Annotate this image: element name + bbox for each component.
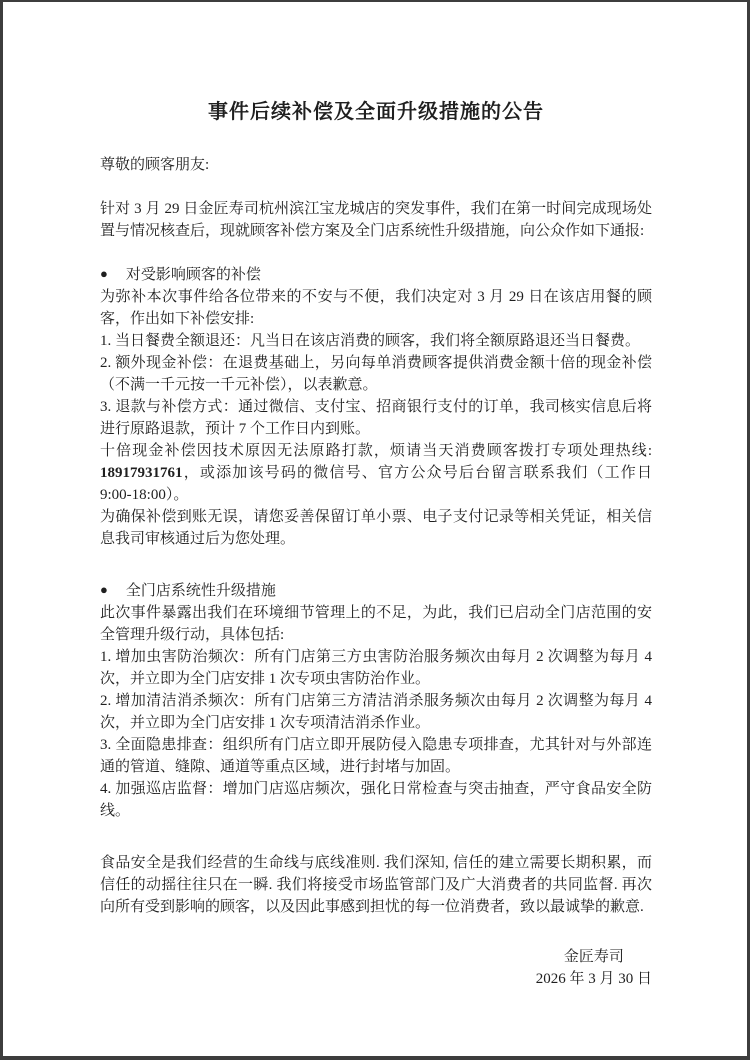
signature-date: 2026 年 3 月 30 日 — [535, 971, 652, 987]
text-run: 2. 额外现金补偿：在退费基础上，另向每单消费顾客提供消费金额十倍的现金补偿（不满一千元按一千元补偿），以表歉意。 — [100, 355, 652, 393]
signature-company-name: 金匠寿司 — [563, 949, 624, 965]
signature-inner — [536, 946, 652, 990]
text-block — [100, 198, 652, 242]
document-title: 事件后续补偿及全面升级措施的公告 — [208, 101, 544, 123]
text-run: 针对 3 月 29 日金匠寿司杭州滨江宝龙城店的突发事件，我们在第一时间完成现场处置与情况核查后，现就顾客补偿方案及全门店系统性升级措施，向公众作如下通报: — [100, 201, 652, 239]
text-block — [100, 330, 652, 352]
document-blocks — [100, 198, 652, 918]
greeting-line: 尊敬的顾客朋友: — [100, 157, 210, 173]
text-block — [100, 734, 652, 778]
page-content — [3, 2, 747, 990]
text-run: 食品安全是我们经营的生命线与底线准则. 我们深知, 信任的建立需要长期积累，而信任的动摇往往只在一瞬. 我们将接受市场监管部门及广大消费者的共同监督. 再次向所有受到影响的顾客，以及因此事感到担忧的每一位消费者，致以最诚挚的歉意. — [100, 855, 652, 915]
text-run: 1. 当日餐费全额退还：凡当日在该店消费的顾客，我们将全额原路退还当日餐费。 — [100, 333, 641, 349]
text-block — [100, 778, 652, 822]
text-block — [100, 440, 652, 506]
bullet-icon: ● — [100, 266, 108, 281]
text-block — [100, 506, 652, 550]
hotline-phone-number: 18917931761 — [100, 465, 183, 481]
text-block — [100, 690, 652, 734]
text-run: ，或添加该号码的微信号、官方公众号后台留言联系我们（工作日 9:00-18:00）。 — [100, 465, 652, 503]
text-run: 为确保补偿到账无误，请您妥善保留订单小票、电子支付记录等相关凭证，相关信息我司审核通过后为您处理。 — [100, 509, 652, 547]
section-heading — [100, 264, 652, 286]
text-block — [100, 646, 652, 690]
text-block — [100, 852, 652, 918]
text-block — [100, 352, 652, 396]
text-run: 3. 退款与补偿方式：通过微信、支付宝、招商银行支付的订单，我司核实信息后将进行原路退款，预计 7 个工作日内到账。 — [100, 399, 652, 437]
text-block — [100, 396, 652, 440]
text-run: 4. 加强巡店监督：增加门店巡店频次，强化日常检查与突击抽查，严守食品安全防线。 — [100, 781, 652, 819]
text-run: 3. 全面隐患排查：组织所有门店立即开展防侵入隐患专项排查，尤其针对与外部连通的管道、缝隙、通道等重点区域，进行封堵与加固。 — [100, 737, 652, 775]
bullet-icon: ● — [100, 582, 108, 597]
text-block — [100, 286, 652, 330]
text-run: 为弥补本次事件给各位带来的不安与不便，我们决定对 3 月 29 日在该店用餐的顾客，作出如下补偿安排: — [100, 289, 652, 327]
section-heading — [100, 580, 652, 602]
signature-block — [100, 946, 652, 990]
text-block — [100, 602, 652, 646]
text-run: 十倍现金补偿因技术原因无法原路打款，烦请当天消费顾客拨打专项处理热线: — [100, 443, 652, 459]
text-run: 1. 增加虫害防治频次：所有门店第三方虫害防治服务频次由每月 2 次调整为每月 4 次，并立即为全门店安排 1 次专项虫害防治作业。 — [100, 649, 652, 687]
text-run: 对受影响顾客的补偿 — [125, 267, 261, 283]
text-run: 2. 增加清洁消杀频次：所有门店第三方清洁消杀服务频次由每月 2 次调整为每月 4 次，并立即为全门店安排 1 次专项清洁消杀作业。 — [100, 693, 652, 731]
text-run: 此次事件暴露出我们在环境细节管理上的不足，为此，我们已启动全门店范围的安全管理升级行动，具体包括: — [100, 605, 652, 643]
text-run: 全门店系统性升级措施 — [125, 583, 276, 599]
